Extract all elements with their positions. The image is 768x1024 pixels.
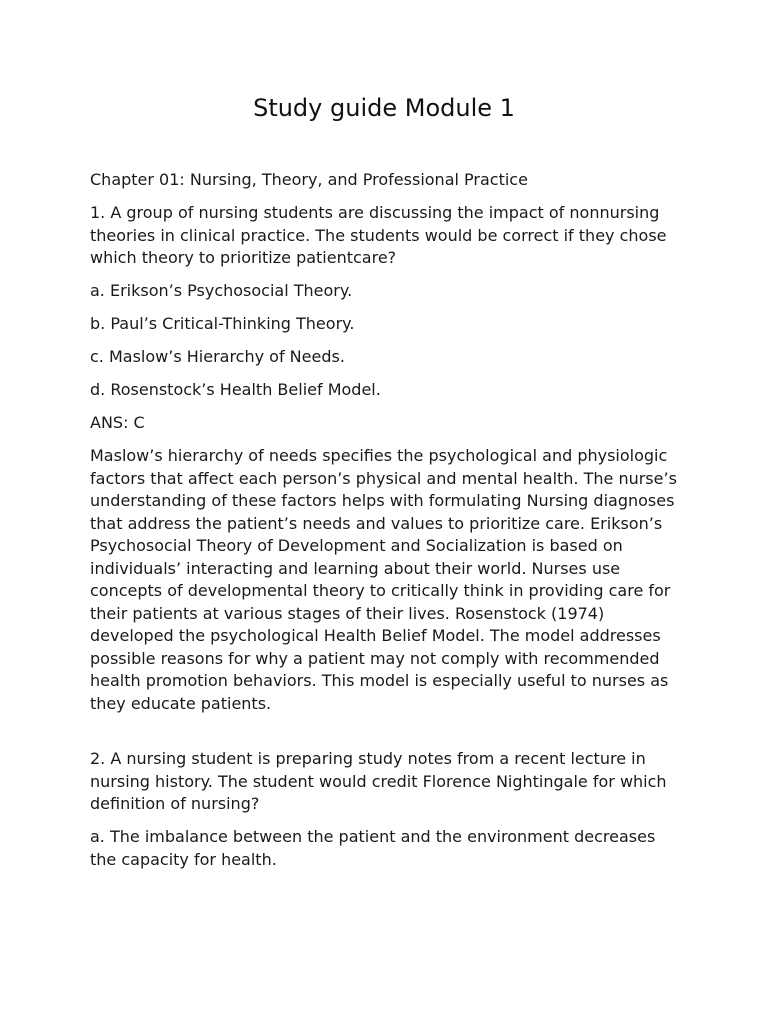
document-title: Study guide Module 1 — [253, 94, 515, 122]
question-1-option-c: c. Maslow’s Hierarchy of Needs. — [90, 347, 345, 366]
question-1-rationale: Maslow’s hierarchy of needs specifies the psychological and physiologic factors that affect each person’s physical and mental health. The nurse’s understanding of these factors helps with formulating Nursing diagnoses that address the patient’s needs and values to prioritize care. Erikson’s Psychosocial Theory of Development and Socialization is based on individuals’ interacting and learning about their world. Nurses use concepts of developmental theory to critically think in providing care for their patients at various stages of their lives. Rosenstock (1974) developed the psychological Health Belief Model. The model addresses possible reasons for why a patient may not comply with recommended health promotion behaviors. This model is especially useful to nurses as they educate patients. — [90, 446, 677, 713]
question-1-option-a: a. Erikson’s Psychosocial Theory. — [90, 281, 353, 300]
question-1-answer: ANS: C — [90, 413, 145, 432]
question-2-option-a: a. The imbalance between the patient and the environment decreases the capacity for health. — [90, 827, 656, 869]
question-1-option-b: b. Paul’s Critical-Thinking Theory. — [90, 314, 355, 333]
document-body — [90, 169, 680, 882]
question-2-text: 2. A nursing student is preparing study notes from a recent lecture in nursing history. The student would credit Florence Nightingale for which definition of nursing? — [90, 749, 667, 813]
question-1-option-d: d. Rosenstock’s Health Belief Model. — [90, 380, 381, 399]
question-1-text: 1. A group of nursing students are discussing the impact of nonnursing theories in clinical practice. The students would be correct if they chose which theory to prioritize patientcare? — [90, 203, 667, 267]
chapter-heading: Chapter 01: Nursing, Theory, and Professional Practice — [90, 170, 528, 189]
